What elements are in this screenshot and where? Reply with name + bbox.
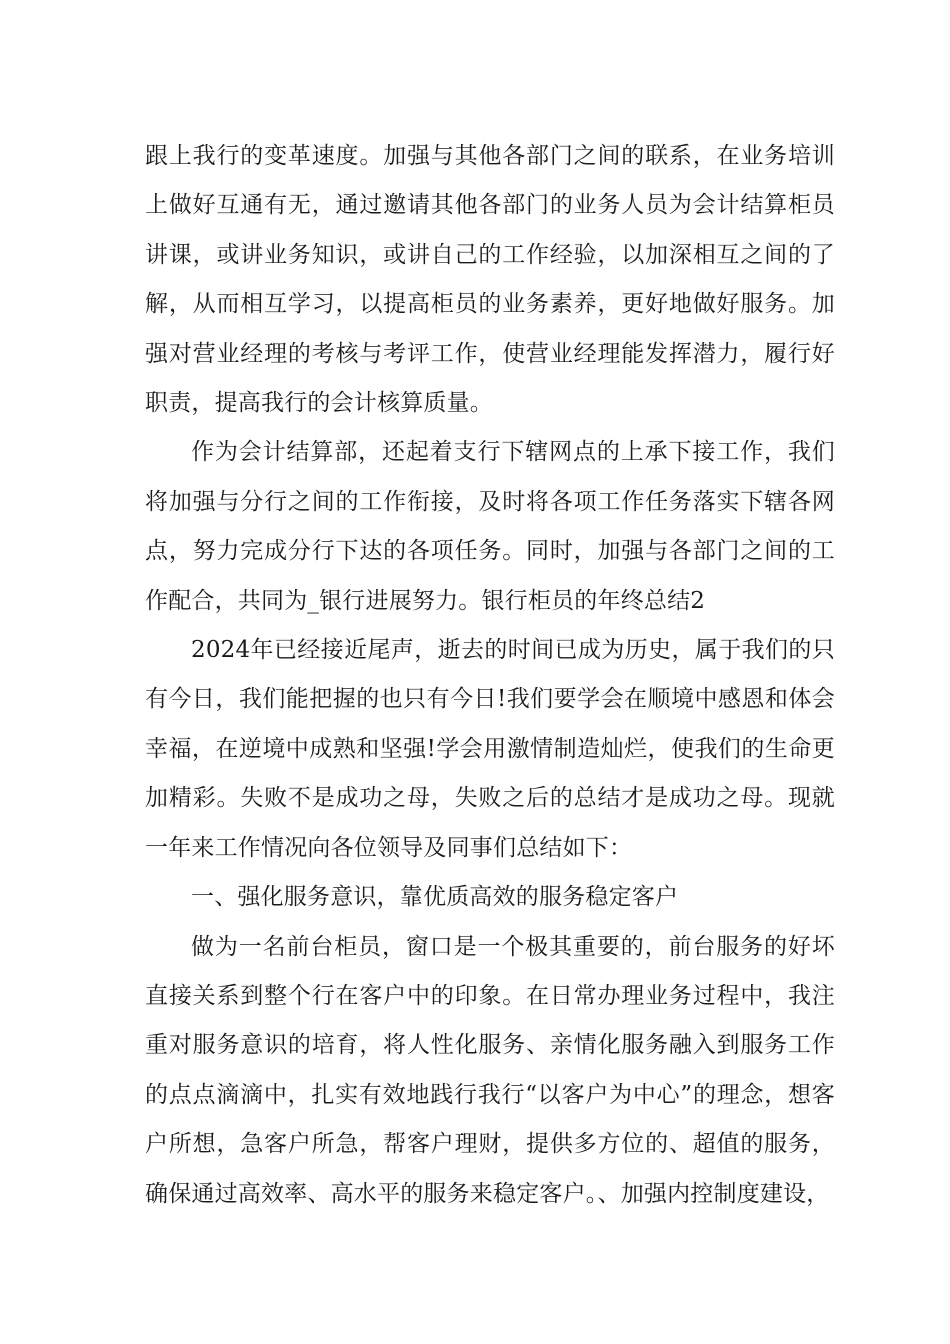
- paragraph-year-summary-intro: 2024年已经接近尾声，逝去的时间已成为历史，属于我们的只有今日，我们能把握的也只有今日!我们要学会在顺境中感恩和体会幸福，在逆境中成熟和坚强!学会用激情制造灿烂，使我们的生命更加精彩。失败不是成功之母，失败之后的总结才是成功之母。现就一年来工作情况向各位领导及同事们总结如下：: [145, 637, 835, 861]
- paragraph-continuation: 跟上我行的变革速度。加强与其他各部门之间的联系，在业务培训上做好互通有无，通过邀请其他各部门的业务人员为会计结算柜员讲课，或讲业务知识，或讲自己的工作经验，以加深相互之间的了解，从而相互学习，以提高柜员的业务素养，更好地做好服务。加强对营业经理的考核与考评工作，使营业经理能发挥潜力，履行好职责，提高我行的会计核算质量。: [145, 143, 835, 417]
- section-heading-service-awareness: 一、强化服务意识，靠优质高效的服务稳定客户: [191, 884, 679, 911]
- paragraph-front-desk-service: 做为一名前台柜员，窗口是一个极其重要的，前台服务的好坏直接关系到整个行在客户中的印象。在日常办理业务过程中，我注重对服务意识的培育，将人性化服务、亲情化服务融入到服务工作的点点滴滴中，扎实有效地践行我行“以客户为中心”的理念，想客户所想，急客户所急，帮客户理财，提供多方位的、超值的服务，确保通过高效率、高水平的服务来稳定客户。、加强内控制度建设，: [145, 933, 835, 1207]
- document-body: [145, 132, 835, 1219]
- paragraph-accounting-department: 作为会计结算部，还起着支行下辖网点的上承下接工作，我们将加强与分行之间的工作衔接，及时将各项工作任务落实下辖各网点，努力完成分行下达的各项任务。同时，加强与各部门之间的工作配合，共同为_银行进展努力。银行柜员的年终总结2: [145, 439, 835, 614]
